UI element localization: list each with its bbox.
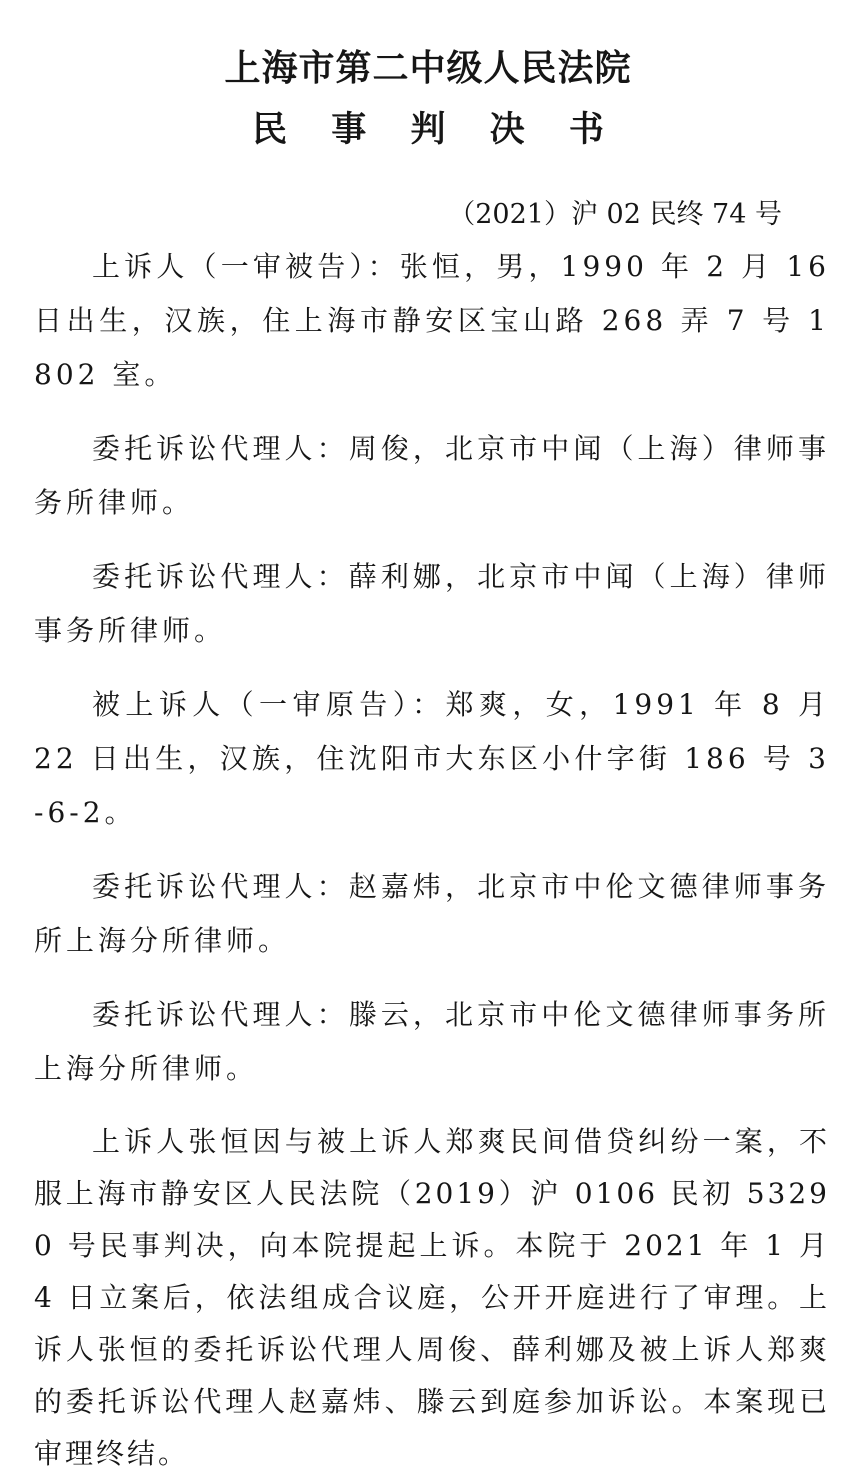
party-appellant-agent-1: 委托诉讼代理人：周俊，北京市中闻（上海）律师事务所律师。 bbox=[34, 432, 830, 519]
document-body bbox=[34, 240, 830, 1480]
party-appellant: 上诉人（一审被告）：张恒，男，1990 年 2 月 16 日出生，汉族，住上海市静安区宝山路 268 弄 7 号 1802 室。 bbox=[34, 250, 830, 391]
party-appellee: 被上诉人（一审原告）：郑爽，女，1991 年 8 月 22 日出生，汉族，住沈阳市大东区小什字街 186 号 3-6-2。 bbox=[34, 688, 830, 829]
party-appellee-agent-1: 委托诉讼代理人：赵嘉炜，北京市中伦文德律师事务所上海分所律师。 bbox=[34, 870, 830, 957]
court-name: 上海市第二中级人民法院 bbox=[224, 47, 632, 89]
case-summary: 上诉人张恒因与被上诉人郑爽民间借贷纠纷一案，不服上海市静安区人民法院（2019）沪 0106 民初 53290 号民事判决，向本院提起上诉。本院于 2021 年 1 月 4 日立案后，依法组成合议庭，公开开庭进行了审理。上诉人张恒的委托诉讼代理人周俊、薛利娜及被上诉人郑爽的委托诉讼代理人赵嘉炜、滕云到庭参加诉讼。本案现已审理终结。 bbox=[34, 1125, 830, 1470]
case-number: （2021）沪 02 民终 74 号 bbox=[448, 199, 782, 230]
party-appellant-agent-2: 委托诉讼代理人：薛利娜，北京市中闻（上海）律师事务所律师。 bbox=[34, 560, 830, 647]
party-appellee-agent-2: 委托诉讼代理人：滕云，北京市中伦文德律师事务所上海分所律师。 bbox=[34, 998, 830, 1085]
document-title: 民 事 判 决 书 bbox=[252, 109, 620, 150]
